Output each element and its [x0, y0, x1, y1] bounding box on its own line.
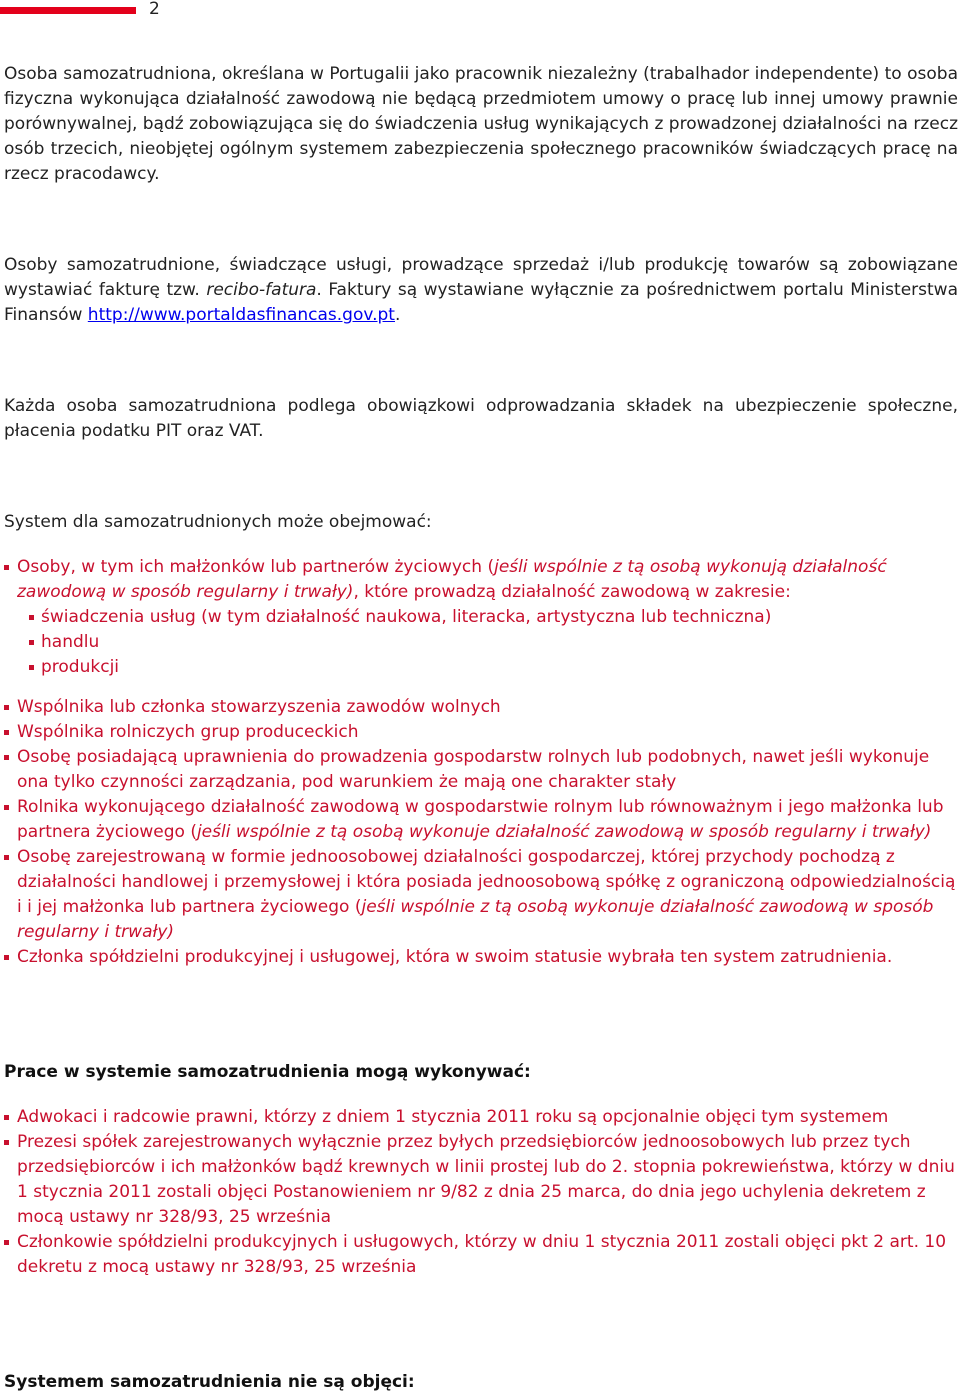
header-accent-bar [0, 7, 136, 14]
page-number: 2 [149, 0, 160, 19]
system-list [4, 555, 958, 970]
list-item: Osoby, w tym ich małżonków lub partnerów życiowych (jeśli wspólnie z tą osobą wykonują działalność zawodową w sposób regularny i trwały), które prowadzą działalność zawodową w zakresie: świadczenia usług (w tym działalność naukowa, literacka, artystyczna lub techniczna) handlu produkcji [4, 555, 958, 695]
system-heading: System dla samozatrudnionych może obejmować: [4, 512, 432, 532]
list-item: Osobę posiadającą uprawnienia do prowadzenia gospodarstw rolnych lub podobnych, nawet jeśli wykonuje ona tylko czynności zarządzania, pod warunkiem że mają one charakter stały [4, 745, 958, 795]
sub-list-item: handlu [17, 630, 958, 655]
work-heading: Prace w systemie samozatrudnienia mogą wykonywać: [4, 1062, 531, 1082]
sub-list-item: świadczenia usług (w tym działalność naukowa, literacka, artystyczna lub techniczna) [17, 605, 958, 630]
list-item: Osobę zarejestrowaną w formie jednoosobowej działalności gospodarczej, której przychody pochodzą z działalności handlowej i przemysłowej i która posiada jednoosobową spółkę z ograniczoną odpowiedzialnością i i jej małżonka lub partnera życiowego (jeśli wspólnie z tą osobą wykonuje działalność zawodową w sposób regularny i trwały) [4, 845, 958, 945]
intro-paragraph-2: Osoby samozatrudnione, świadczące usługi, prowadzące sprzedaż i/lub produkcję towarów są zobowiązane wystawiać fakturę tzw. recibo-fatura. Faktury są wystawiane wyłącznie za pośrednictwem portalu Ministerstwa Finansów http://www.portaldasfinancas.gov.pt. [4, 255, 958, 325]
work-list [4, 1105, 958, 1280]
list-item: Wspólnika rolniczych grup produceckich [4, 720, 958, 745]
list-item: Prezesi spółek zarejestrowanych wyłącznie przez byłych przedsiębiorców jednoosobowych lub przez tych przedsiębiorców i ich małżonków bądź krewnych w linii prostej lub do 2. stopnia pokrewieństwa, którzy w dniu 1 stycznia 2011 zostali objęci Postanowieniem nr 9/82 z dnia 25 marca, do dnia jego uchylenia dekretem z mocą ustawy nr 328/93, 25 września [4, 1130, 958, 1230]
document-body [4, 62, 958, 1395]
portal-link[interactable]: http://www.portaldasfinancas.gov.pt [87, 305, 395, 325]
intro-paragraph-1: Osoba samozatrudniona, określana w Portugalii jako pracownik niezależny (trabalhador independente) to osoba fizyczna wykonująca działalność zawodową nie będącą przedmiotem umowy o pracę lub innej umowy prawnie porównywalnej, bądź zobowiązująca się do świadczenia usług wynikających z prowadzonej działalności na rzecz osób trzecich, nieobjętej ogólnym systemem zabezpieczenia społecznego pracowników świadczących pracę na rzecz pracodawcy. [4, 64, 958, 184]
list-item: Wspólnika lub członka stowarzyszenia zawodów wolnych [4, 695, 958, 720]
list-item: Adwokaci i radcowie prawni, którzy z dniem 1 stycznia 2011 roku są opcjonalnie objęci tym systemem [4, 1105, 958, 1130]
sub-list-item: produkcji [17, 655, 958, 680]
list-item: Rolnika wykonującego działalność zawodową w gospodarstwie rolnym lub równoważnym i jego małżonka lub partnera życiowego (jeśli wspólnie z tą osobą wykonuje działalność zawodową w sposób regularny i trwały) [4, 795, 958, 845]
excluded-heading: Systemem samozatrudnienia nie są objęci: [4, 1372, 415, 1392]
intro-paragraph-3: Każda osoba samozatrudniona podlega obowiązkowi odprowadzania składek na ubezpieczenie społeczne, płacenia podatku PIT oraz VAT. [4, 396, 958, 441]
list-item: Członka spółdzielni produkcyjnej i usługowej, która w swoim statusie wybrała ten system zatrudnienia. [4, 945, 958, 970]
list-item: Członkowie spółdzielni produkcyjnych i usługowych, którzy w dniu 1 stycznia 2011 zostali objęci pkt 2 art. 10 dekretu z mocą ustawy nr 328/93, 25 września [4, 1230, 958, 1280]
sub-list [17, 605, 958, 680]
